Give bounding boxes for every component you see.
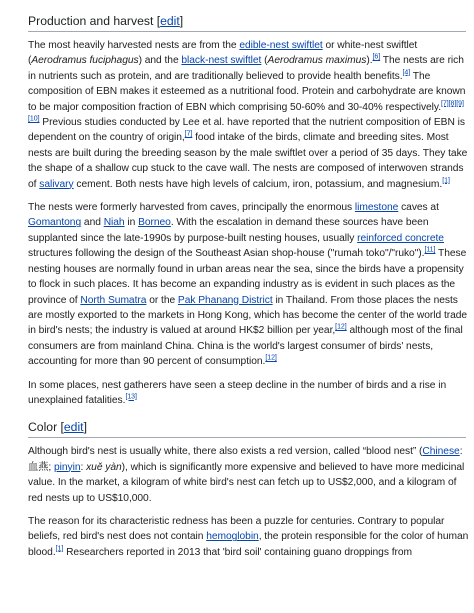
text: ) and the bbox=[138, 55, 182, 67]
text: in Thailand. From those places the nests are mostly exported to the markets in Hong Kong, which has become the center of the world trade in bird's nests; the industry is valued at around HK$2 billion per year, bbox=[28, 294, 468, 337]
citation bbox=[125, 394, 136, 401]
text: : bbox=[459, 446, 463, 458]
wiki-link[interactable]: Chinese bbox=[422, 446, 460, 458]
text: cement. Both nests have high levels of calcium, iron, potassium, and magnesium. bbox=[73, 178, 443, 190]
text: The nests are rich in nutrients such as protein, and are traditionally believed to provide health benefits. bbox=[28, 55, 464, 82]
citation-link[interactable]: [7][8][9][10] bbox=[28, 100, 464, 123]
text: although most of the final consumers are from mainland China. China is the world's largest consumer of birds' nests, accounting for more than 90 percent of consumption. bbox=[28, 325, 463, 368]
section-title: Production and harvest bbox=[28, 14, 154, 28]
wiki-link[interactable]: salivary bbox=[39, 178, 74, 190]
text: food intake of the birds, climate and breeding sites. Most nests are built during the breeding season by the male swiftlet over a period of 35 days. They take the shape of a shallow cup stuck to the cave wall. The nests are composed of interwoven strands of bbox=[28, 132, 468, 190]
citation bbox=[265, 355, 276, 362]
text: The nests were formerly harvested from caves, principally the enormous bbox=[28, 202, 355, 214]
paragraph bbox=[28, 444, 472, 506]
text: ( bbox=[261, 55, 268, 67]
wiki-link[interactable]: edible-nest swiftlet bbox=[239, 40, 323, 51]
wiki-link[interactable]: North Sumatra bbox=[80, 294, 147, 306]
section-heading-color: Color [edit] bbox=[28, 420, 466, 438]
wiki-link[interactable]: Niah bbox=[103, 217, 125, 229]
text: caves at bbox=[398, 202, 439, 214]
citation-link[interactable]: [11] bbox=[424, 246, 436, 254]
text: in bbox=[124, 217, 139, 229]
citation-link[interactable]: [1] bbox=[442, 177, 450, 185]
citation bbox=[335, 324, 346, 331]
text: The reason for its characteristic redness has been a puzzle for centuries. Contrary to popular beliefs, red bird's nest does not contain bbox=[28, 515, 445, 543]
italic-text: Aerodramus fuciphagus bbox=[31, 55, 139, 67]
wiki-link[interactable]: hemoglobin bbox=[206, 531, 259, 543]
paragraph bbox=[28, 514, 472, 560]
citation-link[interactable]: [1] bbox=[55, 545, 64, 553]
section-title: Color bbox=[28, 420, 58, 435]
wiki-link[interactable]: Borneo bbox=[138, 217, 171, 229]
wiki-link[interactable]: Pak Phanang District bbox=[177, 294, 273, 306]
text: ; bbox=[48, 461, 55, 473]
edit-link[interactable]: edit bbox=[160, 14, 180, 28]
citation bbox=[424, 247, 435, 254]
text: Researchers reported in 2013 that 'bird soil' containing guano droppings from bbox=[63, 546, 413, 558]
wiki-link[interactable]: reinforced concrete bbox=[357, 232, 444, 244]
wiki-link[interactable]: limestone bbox=[354, 202, 399, 214]
citation bbox=[373, 54, 381, 61]
citation-link[interactable]: [4] bbox=[402, 69, 411, 77]
italic-text: Aerodramus maximus bbox=[267, 55, 367, 67]
text: In some places, nest gatherers have seen a steep decline in the number of birds and a rise in unexplained fatalities. bbox=[28, 379, 447, 406]
text: or white-nest swiftlet ( bbox=[28, 40, 418, 67]
text: . With the escalation in demand these sources have been supplanted since the late-1990s by purpose-built nesting houses, usually bbox=[28, 217, 429, 244]
citation bbox=[442, 177, 450, 184]
wiki-link[interactable]: pinyin bbox=[54, 461, 81, 473]
text: The most heavily harvested nests are from the bbox=[28, 40, 240, 51]
paragraph bbox=[28, 38, 472, 192]
text: structures following the design of the Southeast Asian shop-house ("rumah toko"/"ruko"). bbox=[28, 248, 425, 260]
text: : bbox=[80, 461, 87, 473]
italic-text: xuě yàn bbox=[86, 461, 122, 473]
citation-link[interactable]: [13] bbox=[125, 393, 137, 401]
text: or the bbox=[146, 294, 178, 306]
paragraph bbox=[28, 200, 472, 369]
wiki-link[interactable]: black-nest swiftlet bbox=[181, 55, 262, 67]
text: , the protein responsible for the color of human blood. bbox=[28, 531, 469, 558]
text: ), which is significantly more expensive and believed to have more medicinal value. In the market, a kilogram of white bird's nest can fetch up to US$2,000, and a kilogram of red nests up to US$10,000. bbox=[28, 461, 465, 504]
text: and bbox=[81, 217, 104, 229]
text: Although bird's nest is usually white, there also exists a red version, called “blood nest” ( bbox=[28, 446, 423, 458]
text: These nesting houses are normally found in urban areas near the sea, since the birds have a propensity to flock in such places. It has become an expanding industry as is evident in such places as the province of bbox=[28, 248, 467, 306]
text: The composition of EBN makes it esteemed as a nutritional food. Protein and carbohydrate are known to be major composition fraction of EBN which comprising 50-60% and 30-40% respectively. bbox=[28, 70, 466, 113]
citation-link[interactable]: [6] bbox=[372, 54, 381, 61]
text: Previous studies conducted by Lee et al. have reported that the nutrient composition of EBN is dependent on the country of origin, bbox=[28, 117, 465, 144]
edit-link[interactable]: edit bbox=[63, 420, 84, 435]
citation-link[interactable]: [12] bbox=[265, 354, 277, 362]
wiki-link[interactable]: Gomantong bbox=[28, 217, 82, 229]
citation-link[interactable]: [7] bbox=[184, 131, 193, 139]
citation-link[interactable]: [12] bbox=[335, 323, 347, 331]
section-heading-production: Production and harvest [edit] bbox=[28, 14, 466, 32]
text: 血燕 bbox=[28, 460, 49, 473]
text: ). bbox=[366, 55, 373, 67]
paragraph bbox=[28, 378, 472, 409]
